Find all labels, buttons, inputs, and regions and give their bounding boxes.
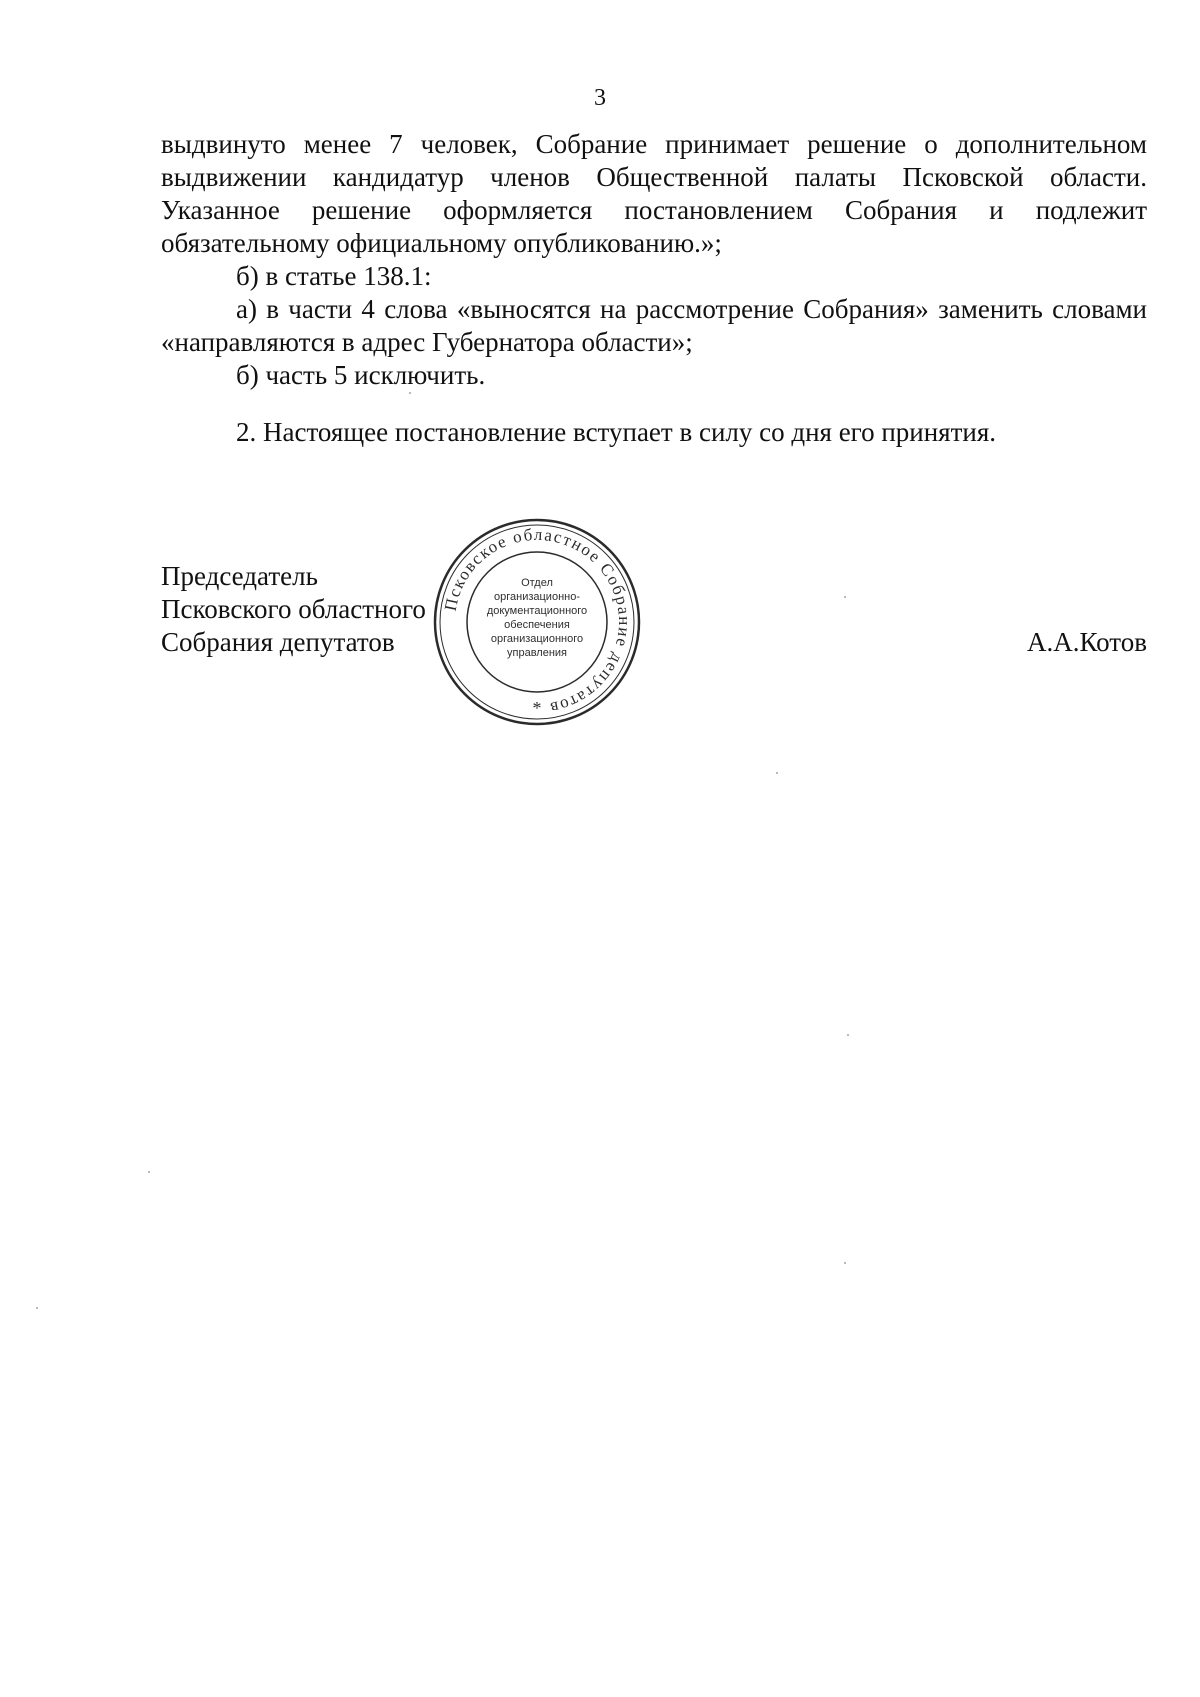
scan-speck xyxy=(844,1262,846,1264)
document-body xyxy=(161,128,1147,449)
seal-outer-text: Псковское областное Собрание депутатов xyxy=(440,524,635,719)
signature-title-line-1: Председатель xyxy=(161,561,318,591)
paragraph-article-138-1: б) в статье 138.1: xyxy=(236,261,432,291)
scan-speck xyxy=(776,772,778,774)
signatory-name: А.А.Котов xyxy=(1027,627,1147,657)
seal-inner-line-2: организационно- xyxy=(494,591,580,603)
scan-speck xyxy=(847,1034,849,1036)
paragraph-part-5: б) часть 5 исключить. xyxy=(236,360,486,390)
paragraph-continuation: выдвинуто менее 7 человек, Собрание принимает решение о дополнительном выдвижении кандидатур членов Общественной палаты Псковской области. Указанное решение оформляется постановлением Собрания и подлежит обязательному официальному опубликованию.»; xyxy=(161,129,1147,258)
paragraph-effective-date: 2. Настоящее постановление вступает в силу со дня его принятия. xyxy=(236,417,997,447)
seal-star-icon: * xyxy=(532,698,542,718)
seal-inner-line-5: организационного xyxy=(490,633,584,645)
scan-speck xyxy=(844,596,846,598)
scan-speck xyxy=(409,392,411,394)
seal-inner-line-3: документационного xyxy=(486,605,588,617)
seal-inner-line-1: Отдел xyxy=(521,577,553,589)
scan-speck xyxy=(36,1307,38,1309)
page-number: 3 xyxy=(594,85,606,111)
signature-title-line-2: Псковского областного xyxy=(161,594,426,624)
seal-inner-line-4: обеспечения xyxy=(504,619,570,631)
seal-inner-line-6: управления xyxy=(507,647,567,659)
signature-title-line-3: Собрания депутатов xyxy=(161,627,395,657)
scan-speck xyxy=(148,1171,150,1173)
official-seal xyxy=(432,517,642,727)
paragraph-part-4: а) в части 4 слова «выносятся на рассмотрение Собрания» заменить словами «направляются в адрес Губернатора области»; xyxy=(161,294,1147,357)
signature-block xyxy=(161,560,1147,659)
